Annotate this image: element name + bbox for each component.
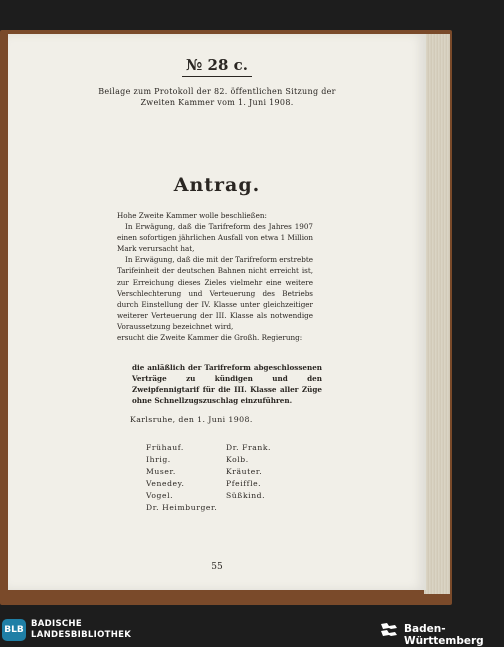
document-number-text: № 28 c. xyxy=(186,56,248,74)
number-underline xyxy=(182,76,252,77)
request-text: die anläßlich der Tarifreform abgeschlossenen Verträge zu kündigen und den Zweipfennigtarif für die III. Klasse aller Züge ohne Schnellzugszuschlag einzuführen. xyxy=(132,363,322,406)
signatory-name: Vogel. xyxy=(146,491,174,500)
body-paragraph: Hohe Zweite Kammer wolle beschließen: xyxy=(117,211,267,220)
document-number xyxy=(8,56,426,77)
blb-name-line-2: LANDESBIBLIOTHEK xyxy=(31,630,132,640)
body-paragraph: In Erwägung, daß die Tarifreform des Jahres 1907 einen sofortigen jährlichen Ausfall von etwa 1 Million Mark verursacht hat, xyxy=(117,222,313,254)
signatory-name: Venedey. xyxy=(146,479,185,488)
signatory-name: Dr. Heimburger. xyxy=(146,503,218,512)
book-page-edges xyxy=(424,34,450,594)
page-number: 55 xyxy=(211,562,223,572)
signatory-name: Muser. xyxy=(146,467,176,476)
document-body xyxy=(117,210,313,343)
signatory-name: Frühauf. xyxy=(146,443,184,452)
signatory-name: Dr. Frank. xyxy=(226,443,272,452)
signatory-name: Pfeiffle. xyxy=(226,479,262,488)
bw-lions-icon[interactable] xyxy=(379,620,399,640)
blb-name[interactable] xyxy=(31,619,131,641)
document-page xyxy=(8,34,426,590)
signatory-name: Ihrig. xyxy=(146,455,171,464)
signatory-name: Süßkind. xyxy=(226,491,266,500)
signatories-right xyxy=(226,442,271,502)
body-paragraph: ersucht die Zweite Kammer die Großh. Regierung: xyxy=(117,333,303,343)
footer-bar xyxy=(0,614,504,645)
signatory-name: Kräuter. xyxy=(226,467,263,476)
blb-logo[interactable]: BLB xyxy=(2,619,26,641)
blb-name-line-1: BADISCHE xyxy=(31,619,82,629)
subtitle-line-1: Beilage zum Protokoll der 82. öffentlichen Sitzung der xyxy=(98,87,336,96)
signatory-name: Kolb. xyxy=(226,455,249,464)
document-title: Antrag. xyxy=(173,174,261,196)
bw-label[interactable]: Baden-Württemberg xyxy=(404,623,484,647)
signatories-left xyxy=(146,442,217,514)
place-date: Karlsruhe, den 1. Juni 1908. xyxy=(130,415,253,424)
body-paragraph: In Erwägung, daß die mit der Tarifreform erstrebte Tarifeinheit der deutschen Bahnen nicht erreicht ist, zur Erreichung dieses Zieles vielmehr eine weitere Verschlechterung und Verteuerung des Betriebs durch Einstellung der IV. Klasse unter gleichzeitiger weiterer Verteuerung der III. Klasse als notwendige Voraussetzung bezeichnet wird, xyxy=(117,255,314,331)
subtitle-line-2: Zweiten Kammer vom 1. Juni 1908. xyxy=(140,98,294,107)
